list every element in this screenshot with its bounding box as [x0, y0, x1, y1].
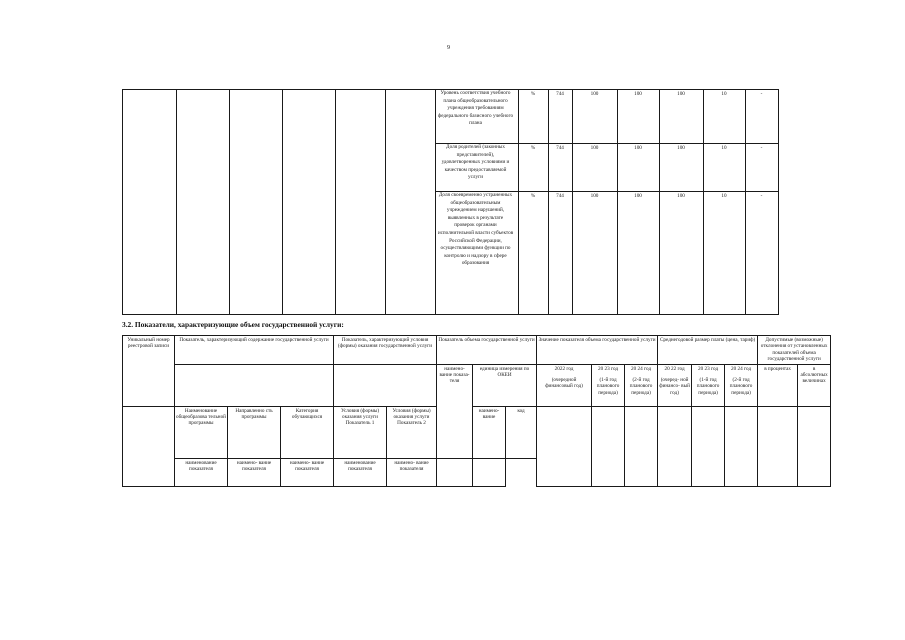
- deviation-percent-cell: 10: [721, 145, 727, 151]
- unit-name-cell: [437, 458, 473, 486]
- registry-number-header: Уникальный номер реестровой записи: [123, 336, 175, 407]
- fee-2024-note: (2-й год планового периода): [729, 377, 753, 396]
- volume-indicator-header: Показатель объема государственной услуги: [437, 336, 537, 365]
- section-title: 3.2. Показатели, характеризующие объем государственной услуги:: [122, 320, 344, 329]
- indicator-name: Доля своевременно устраненных общеобразовательным учреждением нарушений, выявленных в результате проверок органами исполнительной власти субъектов Российской Федерации, осуществляющими функции по контролю и надзору в сфере образования: [437, 192, 514, 267]
- value-2024-cell: [625, 406, 658, 486]
- deviation-absolute-cell: -: [760, 193, 763, 199]
- indicator-name-header: наимено- вание показа- теля: [437, 364, 473, 458]
- quality-indicators-table: [122, 89, 779, 315]
- unit-name-header: наимено- вание: [473, 406, 506, 458]
- col-divider: [229, 89, 230, 315]
- value-2022-cell: 100: [590, 145, 599, 151]
- col-divider: [778, 89, 779, 315]
- okei-code-cell: 744: [556, 145, 564, 151]
- student-category-header: Категория обучающихся: [281, 406, 334, 458]
- col-divider: [176, 89, 177, 315]
- value-2022-cell: [537, 406, 592, 486]
- fee-2022-note: (очеред- ной финансо- вый год): [659, 377, 690, 396]
- fee-2024-cell: [725, 406, 758, 486]
- fee-2023-label: 20 23 год: [698, 365, 719, 372]
- condition-2-header: Условия (формы) оказания услуги Показатель 2: [387, 406, 437, 458]
- content-col-3-foot: наимено- вание показателя: [281, 458, 334, 486]
- content-col-2-foot: наимено- вание показателя: [228, 458, 281, 486]
- fee-2023-header: [692, 364, 725, 406]
- program-name-header: Наименование общеобразова тельной программы: [175, 406, 228, 458]
- deviation-absolute-header: в абсолютных величинах: [798, 364, 831, 406]
- fee-2023-cell: [692, 406, 725, 486]
- fee-2024-label: 20 24 год: [731, 365, 752, 372]
- col-divider: [518, 89, 519, 315]
- allowed-deviation-header: Допустимые (возможные) отклонения от установленных показателей объема государственной услуги: [758, 336, 831, 365]
- fee-2024-header: [725, 364, 758, 406]
- average-fee-header: Среднегодовой размер платы (цена, тариф): [658, 336, 758, 365]
- year-2023-header: [592, 364, 625, 406]
- value-2023-cell: [592, 406, 625, 486]
- year-2023-note: (1-й год планового периода): [596, 377, 620, 396]
- col-divider: [122, 89, 123, 315]
- deviation-percent-header: в процентах: [758, 364, 798, 406]
- deviation-percent-cell: 10: [721, 193, 727, 199]
- value-2024-cell: 100: [677, 193, 685, 199]
- fee-2022-header: [658, 364, 692, 406]
- deviation-percent-cell: 10: [721, 91, 727, 97]
- col-divider: [703, 89, 704, 315]
- col-divider: [745, 89, 746, 315]
- page-number: 9: [447, 45, 450, 51]
- fee-2022-label: 20 22 год: [664, 365, 685, 372]
- col-divider: [572, 89, 573, 315]
- indicator-name: Доля родителей (законных представителей), удовлетворенных условиями и качеством предоставляемой услуги: [441, 144, 510, 181]
- value-2023-cell: 100: [634, 145, 642, 151]
- conditions-indicator-spacer: [334, 364, 437, 406]
- conditions-indicator-header: Показатель, характеризующий условия (формы) оказания государственной услуги: [334, 336, 437, 365]
- content-col-1-foot: наименование показателя: [175, 458, 228, 486]
- year-2022-note: (очередной финансовый год): [545, 377, 583, 390]
- unit-cell: %: [530, 193, 536, 199]
- value-2023-cell: 100: [634, 193, 642, 199]
- year-2022-label: 2022 год: [554, 365, 574, 372]
- registry-number-cell: [123, 406, 175, 486]
- value-2023-cell: 100: [634, 91, 642, 97]
- year-2022-header: [537, 364, 592, 406]
- col-divider: [659, 89, 660, 315]
- value-2024-cell: 100: [677, 91, 685, 97]
- col-divider: [435, 89, 436, 315]
- volume-indicators-table: [122, 335, 831, 487]
- fee-2022-cell: [658, 406, 692, 486]
- deviation-percent-cell: [758, 406, 798, 486]
- content-indicator-spacer: [175, 364, 334, 406]
- fee-2023-note: (1-й год планового периода): [696, 377, 720, 396]
- indicator-name: Уровень соответствия учебного плана общеобразовательного учреждения требованиям федерального базисного учебного плана: [437, 90, 514, 127]
- year-2024-label: 20 24 год: [631, 365, 652, 372]
- content-indicator-header: Показатель, характеризующий содержание государственной услуги: [175, 336, 334, 365]
- col-divider: [282, 89, 283, 315]
- condition-col-2-foot: наимено- вание показателя: [387, 458, 437, 486]
- deviation-absolute-cell: [798, 406, 831, 486]
- col-divider: [335, 89, 336, 315]
- deviation-absolute-cell: -: [760, 145, 763, 151]
- year-2024-header: [625, 364, 658, 406]
- program-focus-header: Направленно сть программы: [228, 406, 281, 458]
- value-2022-cell: 100: [590, 193, 599, 199]
- year-2023-label: 20 23 год: [598, 365, 619, 372]
- unit-code-header: код: [506, 406, 537, 458]
- unit-cell: %: [530, 91, 536, 97]
- okei-code-cell: 744: [556, 193, 564, 199]
- deviation-absolute-cell: -: [760, 91, 763, 97]
- value-2024-cell: 100: [677, 145, 685, 151]
- year-2024-note: (2-й год планового периода): [629, 377, 653, 396]
- col-divider: [617, 89, 618, 315]
- col-divider: [385, 89, 386, 315]
- unit-cell: %: [530, 145, 536, 151]
- condition-col-1-foot: наименование показателя: [334, 458, 387, 486]
- table-bottom-border: [122, 314, 779, 315]
- unit-okei-header: единица измерения по ОКЕИ: [473, 364, 537, 406]
- condition-1-header: Условия (формы) оказания услуги Показатель 1: [334, 406, 387, 458]
- volume-value-header: Значение показателя объема государственной услуги: [537, 336, 658, 365]
- value-2022-cell: 100: [590, 91, 599, 97]
- col-divider: [548, 89, 549, 315]
- okei-code-cell: 744: [556, 91, 564, 97]
- unit-code-cell: [473, 458, 506, 486]
